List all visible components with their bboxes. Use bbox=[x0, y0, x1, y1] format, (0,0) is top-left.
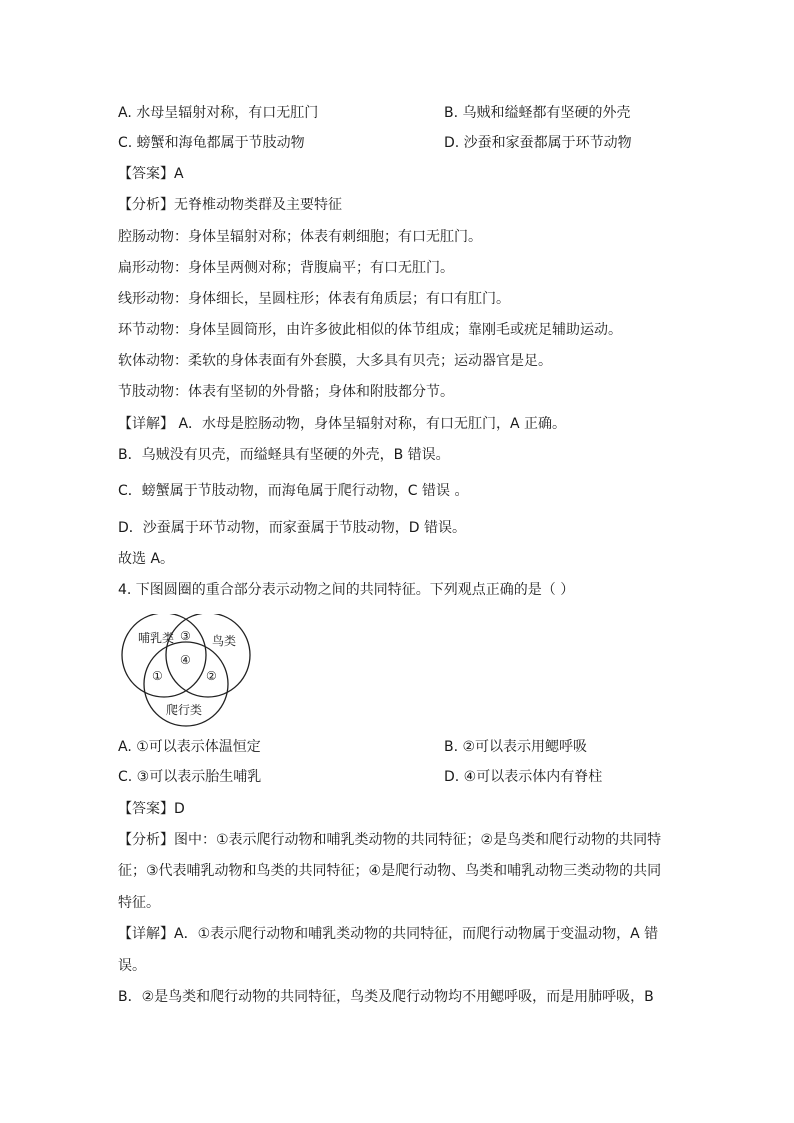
label-reptile: 爬行类 bbox=[166, 703, 203, 717]
q4-question: 4. 下图圆圈的重合部分表示动物之间的共同特征。下列观点正确的是（ ） bbox=[118, 582, 575, 598]
q4-analysis-line: 征；③代表哺乳动物和鸟类的共同特征；④是爬行动物、鸟类和哺乳动物三类动物的共同 bbox=[118, 863, 662, 879]
q4-answer: 【答案】D bbox=[118, 801, 185, 817]
q3-analysis-line: 软体动物：柔软的身体表面有外套膜，大多具有贝壳；运动器官是足。 bbox=[118, 353, 552, 369]
q4-option-c: C. ③可以表示胎生哺乳 bbox=[118, 769, 262, 785]
q4-detail-line: 误。 bbox=[118, 958, 146, 974]
region-3: ③ bbox=[180, 629, 191, 643]
label-bird: 鸟类 bbox=[212, 634, 237, 648]
circle-mammal bbox=[122, 614, 206, 697]
q3-detail-line: D．沙蚕属于环节动物，而家蚕属于节肢动物，D 错误。 bbox=[118, 520, 467, 536]
region-2: ② bbox=[206, 669, 217, 683]
q3-conclusion: 故选 A。 bbox=[118, 551, 175, 567]
q3-detail-line: B．乌贼没有贝壳，而缢蛏具有坚硬的外壳，B 错误。 bbox=[118, 447, 450, 463]
q3-option-b: B. 乌贼和缢蛏都有坚硬的外壳 bbox=[444, 105, 631, 121]
q4-option-b: B. ②可以表示用鳃呼吸 bbox=[444, 739, 588, 755]
q3-option-a: A. 水母呈辐射对称，有口无肛门 bbox=[118, 105, 319, 121]
circle-bird bbox=[166, 614, 250, 697]
venn-diagram bbox=[118, 614, 258, 728]
q3-detail-line: C．螃蟹属于节肢动物，而海龟属于爬行动物，C 错误 。 bbox=[118, 483, 469, 499]
q3-analysis-title: 【分析】无脊椎动物类群及主要特征 bbox=[118, 197, 342, 213]
region-1: ① bbox=[152, 669, 163, 683]
q4-analysis-line: 【分析】图中：①表示爬行动物和哺乳类动物的共同特征；②是鸟类和爬行动物的共同特 bbox=[118, 832, 662, 848]
label-mammal: 哺乳类 bbox=[138, 631, 175, 645]
q4-detail-line: 【详解】A．①表示爬行动物和哺乳类动物的共同特征，而爬行动物属于变温动物，A 错 bbox=[118, 926, 659, 942]
region-4: ④ bbox=[180, 653, 191, 667]
q3-answer: 【答案】A bbox=[118, 166, 184, 182]
q3-analysis-line: 环节动物：身体呈圆筒形，由许多彼此相似的体节组成；靠刚毛或疣足辅助运动。 bbox=[118, 322, 622, 338]
q4-option-a: A. ①可以表示体温恒定 bbox=[118, 739, 261, 755]
q3-analysis-line: 扁形动物：身体呈两侧对称；背腹扁平；有口无肛门。 bbox=[118, 260, 454, 276]
q3-analysis-line: 节肢动物：体表有坚韧的外骨骼；身体和附肢都分节。 bbox=[118, 384, 454, 400]
q3-option-d: D. 沙蚕和家蚕都属于环节动物 bbox=[444, 135, 632, 151]
q3-analysis-line: 线形动物：身体细长，呈圆柱形；体表有角质层；有口有肛门。 bbox=[118, 291, 510, 307]
q3-analysis-line: 腔肠动物：身体呈辐射对称；体表有刺细胞；有口无肛门。 bbox=[118, 229, 482, 245]
q4-analysis-line: 特征。 bbox=[118, 895, 160, 911]
q4-detail-line: B．②是鸟类和爬行动物的共同特征，鸟类及爬行动物均不用鳃呼吸，而是用肺呼吸，B bbox=[118, 989, 654, 1005]
q4-option-d: D. ④可以表示体内有脊柱 bbox=[444, 769, 603, 785]
q3-detail-line: 【详解】 A．水母是腔肠动物，身体呈辐射对称，有口无肛门，A 正确。 bbox=[118, 416, 567, 432]
q3-option-c: C. 螃蟹和海龟都属于节肢动物 bbox=[118, 135, 305, 151]
